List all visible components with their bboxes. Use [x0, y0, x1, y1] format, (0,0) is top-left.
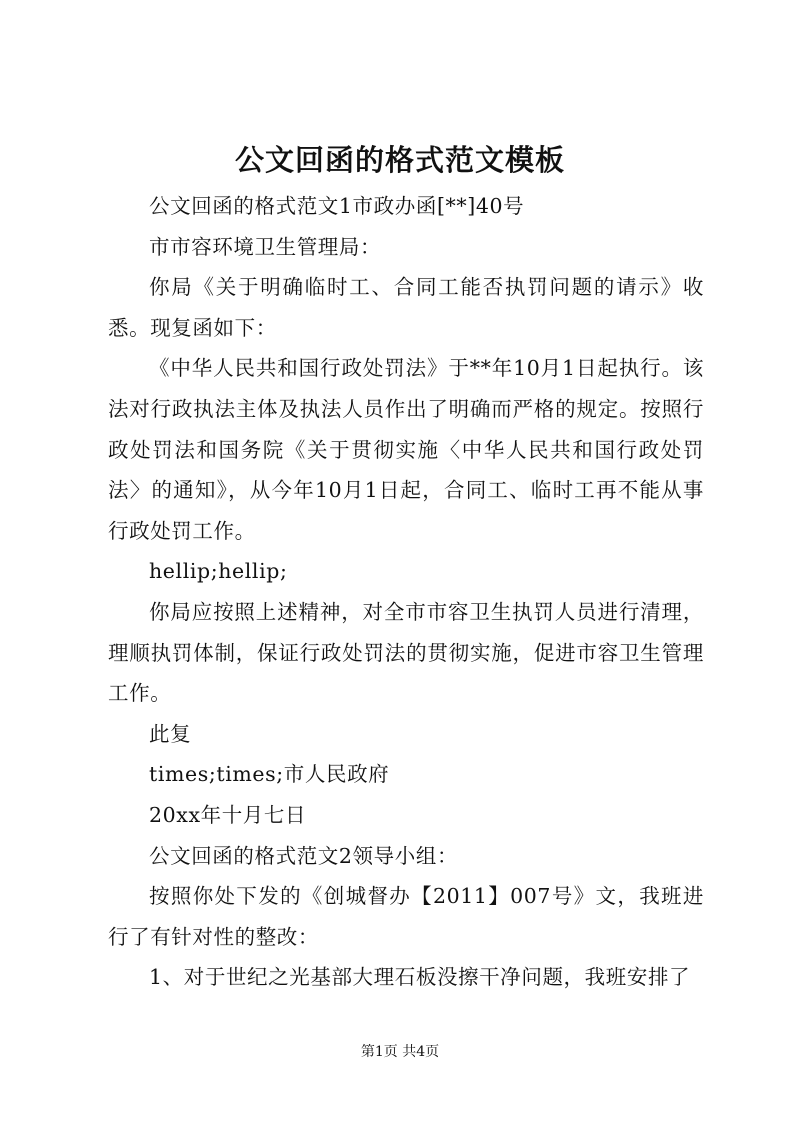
page-number-footer: 第1页 共4页 — [360, 1044, 440, 1060]
paragraph-item-1: 1、对于世纪之光基部大理石板没擦干净问题，我班安排了 — [149, 965, 691, 990]
paragraph-signature: times;times;市人民政府 — [149, 762, 390, 787]
paragraph-reply: 此复 — [149, 721, 192, 746]
paragraph-heading-1: 公文回函的格式范文1市政办函[**]40号 — [149, 194, 525, 218]
paragraph-rectification: 按照你处下发的《创城督办【2011】007号》文，我班进行了有针对性的整改： — [108, 884, 704, 949]
paragraph-heading-2: 公文回函的格式范文2领导小组： — [149, 843, 459, 868]
paragraph-ellipsis: hellip;hellip; — [149, 559, 288, 584]
paragraph-date: 20xx年十月七日 — [149, 802, 307, 827]
paragraph-addressee: 市市容环境卫生管理局： — [149, 234, 382, 259]
document-body — [108, 186, 704, 998]
paragraph-receipt: 你局《关于明确临时工、合同工能否执罚问题的请示》收悉。现复函如下： — [108, 275, 704, 340]
document-title: 公文回函的格式范文模板 — [234, 143, 565, 177]
paragraph-law: 《中华人民共和国行政处罚法》于**年10月1日起执行。该法对行政执法主体及执法人员作出了明确而严格的规定。按照行政处罚法和国务院《关于贯彻实施〈中华人民共和国行政处罚法〉的通知》，从今年10月1日起，合同工、临时工再不能从事行政处罚工作。 — [108, 356, 704, 543]
paragraph-instruction: 你局应按照上述精神，对全市市容卫生执罚人员进行清理，理顺执罚体制，保证行政处罚法的贯彻实施，促进市容卫生管理工作。 — [108, 599, 704, 706]
